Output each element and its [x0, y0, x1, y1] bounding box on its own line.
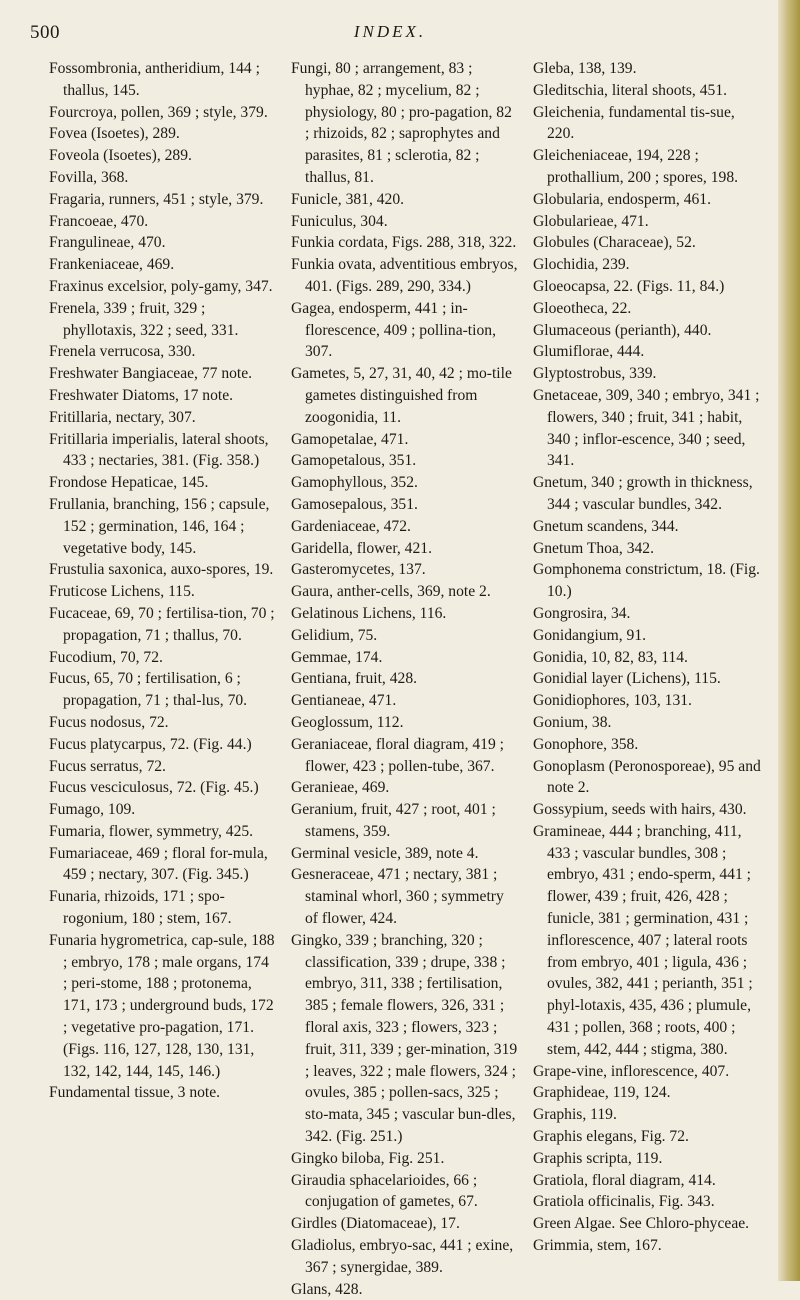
index-entry: Gnetum, 340 ; growth in thickness, 344 ; vascular bundles, 342.	[533, 474, 753, 513]
index-entry: Gloeocapsa, 22. (Figs. 11, 84.)	[533, 277, 725, 295]
index-entry: Graphideae, 119, 124.	[533, 1084, 671, 1102]
index-entry: Fucus nodosus, 72.	[49, 713, 169, 731]
index-entry: Gratiola officinalis, Fig. 343.	[533, 1193, 715, 1211]
index-entry: Funiculus, 304.	[291, 212, 388, 230]
index-entry: Funaria hygrometrica, cap-sule, 188 ; embryo, 178 ; male organs, 174 ; peri-stome, 188 ; protonema, 171, 173 ; underground buds, 172 ; vegetative pro-pagation, 171. (Figs. 116, 127, 128, 130, 131, 132, 142, 144, 145, 146.)	[49, 931, 275, 1080]
index-entry: Fragaria, runners, 451 ; style, 379.	[49, 190, 264, 208]
index-entry: Gesneraceae, 471 ; nectary, 381 ; staminal whorl, 360 ; symmetry of flower, 424.	[291, 866, 504, 928]
index-entry: Frenela, 339 ; fruit, 329 ; phyllotaxis, 322 ; seed, 331.	[49, 299, 239, 339]
index-entry: Freshwater Bangiaceae, 77 note.	[49, 365, 253, 383]
index-entry: Gongrosira, 34.	[533, 604, 631, 622]
index-entry: Gleditschia, literal shoots, 451.	[533, 81, 728, 99]
index-entry: Gasteromycetes, 137.	[291, 561, 426, 579]
index-entry: Geranium, fruit, 427 ; root, 401 ; stamens, 359.	[291, 801, 496, 840]
index-column-3	[533, 58, 761, 1300]
index-entry: Geranieae, 469.	[291, 779, 390, 797]
index-entry: Gnetum scandens, 344.	[533, 517, 679, 535]
index-entry: Geoglossum, 112.	[291, 713, 404, 731]
running-title: INDEX.	[353, 22, 427, 41]
index-entry: Gardeniaceae, 472.	[291, 517, 411, 535]
index-entry: Gonidangium, 91.	[533, 626, 647, 644]
index-entry: Gonophore, 358.	[533, 735, 639, 753]
index-entry: Fovilla, 368.	[49, 168, 129, 186]
index-column-2	[291, 58, 519, 1300]
page-number: 500	[30, 22, 60, 43]
page-edge	[778, 0, 800, 1281]
index-entry: Glyptostrobus, 339.	[533, 365, 657, 383]
index-entry: Graphis, 119.	[533, 1106, 617, 1124]
index-columns	[49, 58, 761, 1300]
index-entry: Funkia ovata, adventitious embryos, 401. (Figs. 289, 290, 334.)	[291, 256, 518, 295]
index-entry: Geraniaceae, floral diagram, 419 ; flower, 423 ; pollen-tube, 367.	[291, 735, 505, 775]
index-entry: Fucus serratus, 72.	[49, 757, 166, 775]
index-entry: Funicle, 381, 420.	[291, 190, 405, 208]
index-entry: Fumaria, flower, symmetry, 425.	[49, 822, 254, 840]
index-entry: Gramineae, 444 ; branching, 411, 433 ; vascular bundles, 308 ; embryo, 431 ; endo-sperm, 441 ; flower, 439 ; fruit, 426, 428 ; funicle, 381 ; germination, 431 ; inflorescence, 407 ; lateral roots from embryo, 401 ; ligula, 436 ; ovules, 382, 441 ; perianth, 351 ; phyl-lotaxis, 435, 436 ; plumule, 431 ; pollen, 368 ; roots, 400 ; stem, 442, 444 ; stigma, 380.	[533, 822, 753, 1058]
index-entry: Frenela verrucosa, 330.	[49, 343, 196, 361]
index-entry: Gentianeae, 471.	[291, 692, 397, 710]
index-entry: Gonidia, 10, 82, 83, 114.	[533, 648, 688, 666]
index-entry: Gonium, 38.	[533, 713, 612, 731]
index-entry: Gloeotheca, 22.	[533, 299, 632, 317]
index-entry: Gladiolus, embryo-sac, 441 ; exine, 367 ; synergidae, 389.	[291, 1237, 514, 1276]
index-entry: Glochidia, 239.	[533, 256, 630, 274]
index-entry: Gleba, 138, 139.	[533, 60, 637, 77]
index-entry: Gamophyllous, 352.	[291, 474, 418, 492]
index-entry: Gingko, 339 ; branching, 320 ; classification, 339 ; drupe, 338 ; embryo, 311, 338 ; fertilisation, 385 ; female flowers, 326, 331 ; floral axis, 323 ; flowers, 323 ; fruit, 311, 339 ; ger-mination, 319 ; leaves, 322 ; male flowers, 324 ; ovules, 385 ; pollen-sacs, 325 ; sto-mata, 345 ; vascular bun-dles, 342. (Fig. 251.)	[291, 931, 518, 1146]
index-entry: Giraudia sphacelarioides, 66 ; conjugation of gametes, 67.	[291, 1171, 478, 1211]
index-entry: Graphis scripta, 119.	[533, 1149, 663, 1167]
index-entry: Frondose Hepaticae, 145.	[49, 474, 209, 492]
index-entry: Gelatinous Lichens, 116.	[291, 604, 447, 622]
index-entry: Gomphonema constrictum, 18. (Fig. 10.)	[533, 561, 760, 601]
index-entry: Frankeniaceae, 469.	[49, 256, 175, 274]
index-entry: Gemmae, 174.	[291, 648, 383, 666]
index-entry: Gamosepalous, 351.	[291, 495, 418, 513]
index-entry: Funaria, rhizoids, 171 ; spo-rogonium, 180 ; stem, 167.	[49, 888, 232, 928]
index-entry: Gingko biloba, Fig. 251.	[291, 1149, 445, 1167]
index-entry: Graphis elegans, Fig. 72.	[533, 1128, 689, 1146]
index-entry: Glumiflorae, 444.	[533, 343, 645, 361]
index-entry: Gaura, anther-cells, 369, note 2.	[291, 583, 491, 601]
index-entry: Fumariaceae, 469 ; floral for-mula, 459 ; nectary, 307. (Fig. 345.)	[49, 844, 268, 884]
index-entry: Fraxinus excelsior, poly-gamy, 347.	[49, 277, 273, 295]
index-entry: Gossypium, seeds with hairs, 430.	[533, 801, 747, 819]
index-entry: Gonidial layer (Lichens), 115.	[533, 670, 721, 688]
index-entry: Frangulineae, 470.	[49, 234, 166, 252]
index-entry: Girdles (Diatomaceae), 17.	[291, 1215, 460, 1233]
index-entry: Green Algae. See Chloro-phyceae.	[533, 1215, 750, 1233]
index-entry: Fucaceae, 69, 70 ; fertilisa-tion, 70 ; propagation, 71 ; thallus, 70.	[49, 604, 275, 644]
index-entry: Glumaceous (perianth), 440.	[533, 321, 712, 339]
index-entry: Globularia, endosperm, 461.	[533, 190, 711, 208]
index-entry: Gonidiophores, 103, 131.	[533, 692, 692, 710]
index-entry: Glans, 428.	[291, 1280, 363, 1298]
index-entry: Gratiola, floral diagram, 414.	[533, 1171, 716, 1189]
index-entry: Gametes, 5, 27, 31, 40, 42 ; mo-tile gametes distinguished from zoogonidia, 11.	[291, 365, 512, 426]
index-entry: Globularieae, 471.	[533, 212, 649, 230]
index-entry: Gelidium, 75.	[291, 626, 378, 644]
index-column-1	[49, 58, 277, 1300]
index-entry: Fumago, 109.	[49, 801, 136, 819]
index-entry: Gleichenia, fundamental tis-sue, 220.	[533, 103, 735, 143]
index-entry: Fritillaria, nectary, 307.	[49, 408, 196, 426]
index-entry: Fucus vesciculosus, 72. (Fig. 45.)	[49, 779, 259, 797]
index-entry: Gamopetalous, 351.	[291, 452, 417, 470]
index-entry: Fovea (Isoetes), 289.	[49, 125, 180, 143]
index-entry: Garidella, flower, 421.	[291, 539, 432, 557]
index-entry: Grape-vine, inflorescence, 407.	[533, 1062, 730, 1080]
index-entry: Gagea, endosperm, 441 ; in-florescence, 409 ; pollina-tion, 307.	[291, 299, 496, 361]
index-entry: Gonoplasm (Peronosporeae), 95 and note 2.	[533, 757, 761, 797]
index-entry: Fucus, 65, 70 ; fertilisation, 6 ; propagation, 71 ; thal-lus, 70.	[49, 670, 248, 710]
index-entry: Fourcroya, pollen, 369 ; style, 379.	[49, 103, 268, 121]
index-entry: Frullania, branching, 156 ; capsule, 152 ; germination, 146, 164 ; vegetative body, 145.	[49, 495, 270, 557]
index-entry: Francoeae, 470.	[49, 212, 149, 230]
index-entry: Gnetum Thoa, 342.	[533, 539, 654, 557]
index-entry: Gleicheniaceae, 194, 228 ; prothallium, 200 ; spores, 198.	[533, 147, 739, 186]
index-entry: Frustulia saxonica, auxo-spores, 19.	[49, 561, 274, 579]
index-entry: Fritillaria imperialis, lateral shoots, 433 ; nectaries, 381. (Fig. 358.)	[49, 430, 269, 470]
index-entry: Fucodium, 70, 72.	[49, 648, 163, 666]
index-entry: Globules (Characeae), 52.	[533, 234, 696, 252]
index-entry: Gnetaceae, 309, 340 ; embryo, 341 ; flowers, 340 ; fruit, 341 ; habit, 340 ; inflor-escence, 340 ; seed, 341.	[533, 386, 760, 470]
index-entry: Fucus platycarpus, 72. (Fig. 44.)	[49, 735, 252, 753]
index-entry: Fungi, 80 ; arrangement, 83 ; hyphae, 82 ; mycelium, 82 ; physiology, 80 ; pro-pagation, 82 ; rhizoids, 82 ; saprophytes and parasites, 81 ; sclerotia, 82 ; thallus, 81.	[291, 60, 512, 186]
index-entry: Grimmia, stem, 167.	[533, 1237, 662, 1255]
index-entry: Freshwater Diatoms, 17 note.	[49, 386, 234, 404]
index-entry: Fruticose Lichens, 115.	[49, 583, 195, 601]
index-entry: Germinal vesicle, 389, note 4.	[291, 844, 479, 862]
index-entry: Fundamental tissue, 3 note.	[49, 1084, 221, 1102]
index-entry: Gentiana, fruit, 428.	[291, 670, 418, 688]
index-entry: Fossombronia, antheridium, 144 ; thallus, 145.	[49, 60, 260, 99]
page-header	[30, 22, 750, 52]
index-entry: Funkia cordata, Figs. 288, 318, 322.	[291, 234, 517, 252]
index-entry: Gamopetalae, 471.	[291, 430, 409, 448]
index-entry: Foveola (Isoetes), 289.	[49, 147, 192, 165]
